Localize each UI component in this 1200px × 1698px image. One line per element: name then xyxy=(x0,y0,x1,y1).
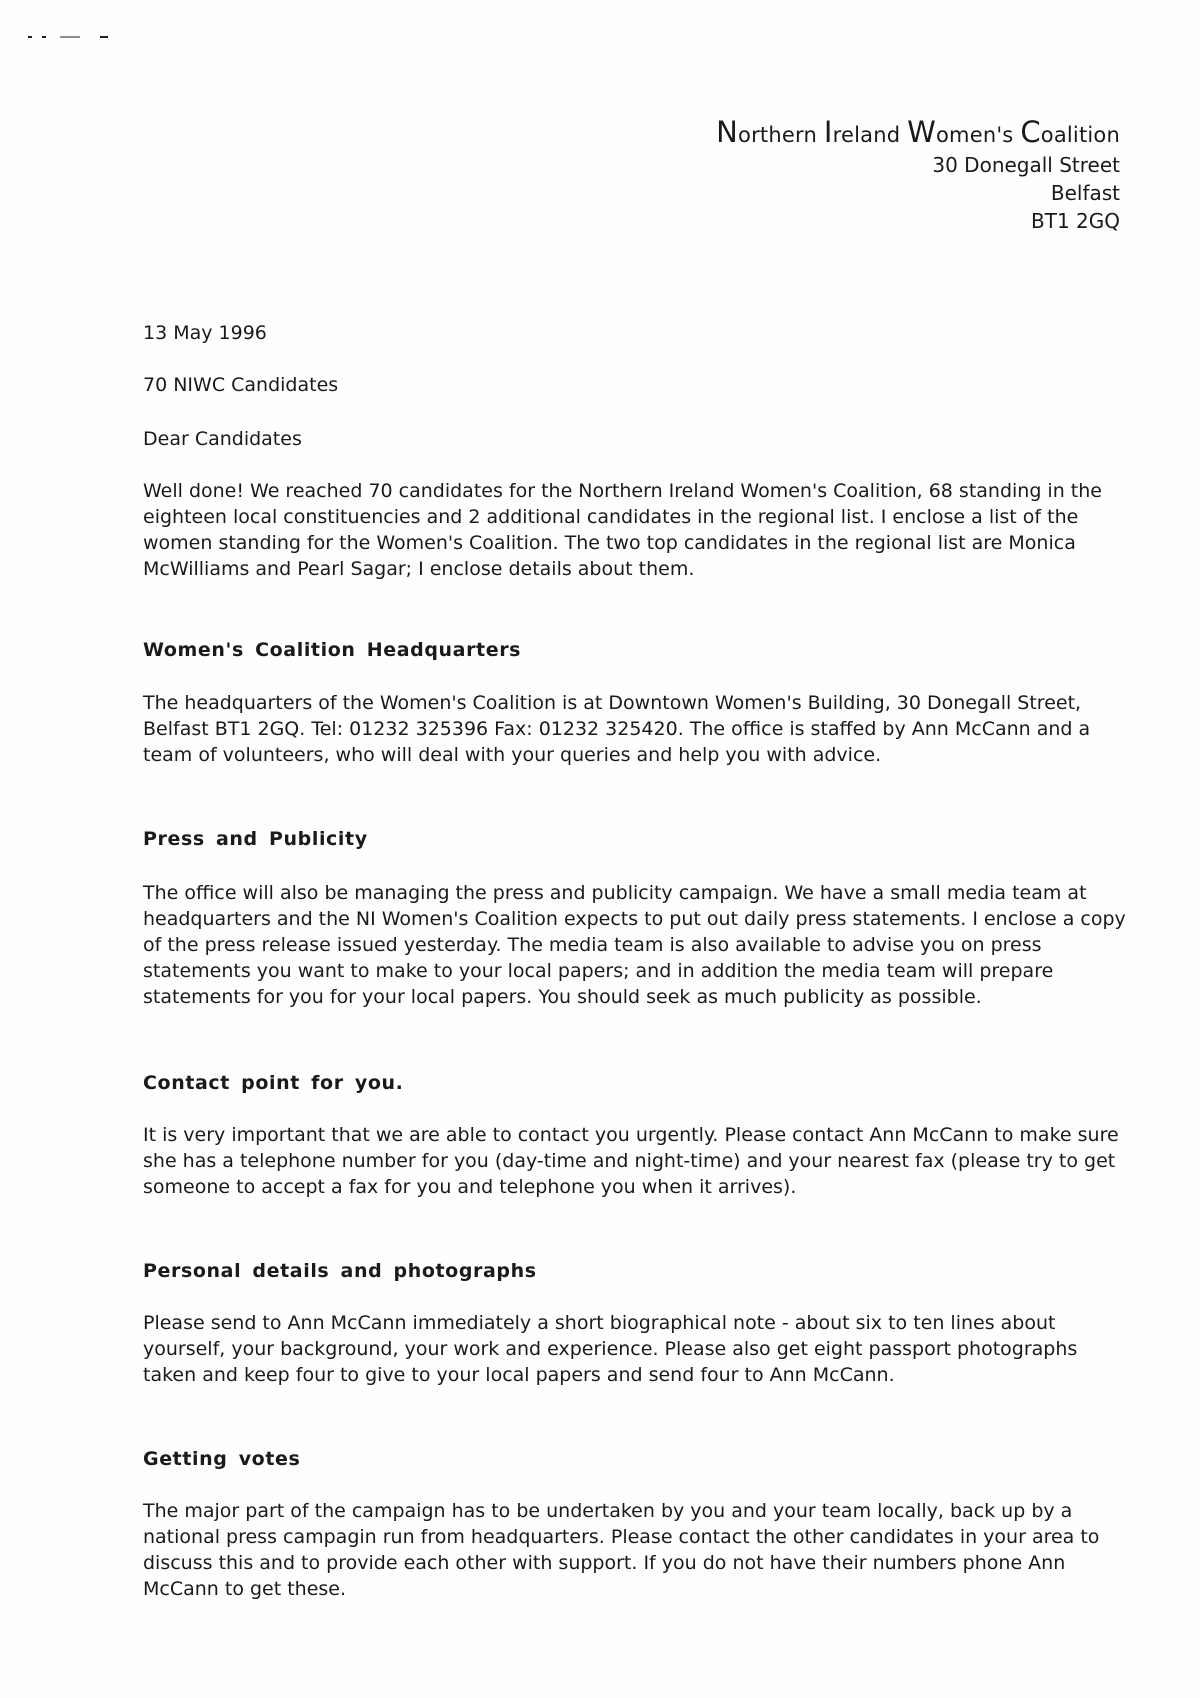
letterhead xyxy=(716,115,1120,235)
section-heading-personal-details: Personal details and photographs xyxy=(143,1260,537,1282)
letter-subject: 70 NIWC Candidates xyxy=(143,374,339,396)
organisation-name xyxy=(716,115,1120,149)
address-city: Belfast xyxy=(1050,181,1120,205)
section-text-getting-votes: The major part of the campaign has to be undertaken by you and your team locally, back up by a national press campagin run from headquarters. Please contact the other candidates in your area to discuss this and to provide each other with support. If you do not have their numbers phone Ann McCann to get these. xyxy=(143,1500,1100,1600)
section-heading-contact: Contact point for you. xyxy=(143,1072,404,1094)
address-street: 30 Donegall Street xyxy=(932,153,1120,177)
letter-salutation: Dear Candidates xyxy=(143,428,302,450)
section-text-personal-details: Please send to Ann McCann immediately a short biographical note - about six to ten lines about yourself, your background, your work and experience. Please also get eight passport photographs taken and keep four to give to your local papers and send four to Ann McCann. xyxy=(143,1312,1078,1386)
org-name-initial: I xyxy=(823,115,833,149)
org-name-word: omen's xyxy=(936,123,1021,147)
section-text-headquarters: The headquarters of the Women's Coalition is at Downtown Women's Building, 30 Donegall Street, Belfast BT1 2GQ. Tel: 01232 325396 Fax: 01232 325420. The office is staffed by Ann McCann and a team of volunteers, who will deal with your queries and help you with advice. xyxy=(143,692,1091,766)
address-postcode: BT1 2GQ xyxy=(1031,209,1120,233)
org-name-word: reland xyxy=(832,123,908,147)
org-name-initial: W xyxy=(907,115,936,149)
section-text-press: The office will also be managing the press and publicity campaign. We have a small media team at headquarters and the NI Women's Coalition expects to put out daily press statements. I enclose a copy of the press release issued yesterday. The media team is also available to advise you on press statements you want to make to your local papers; and in addition the media team will prepare statements for you for your local papers. You should seek as much publicity as possible. xyxy=(143,882,1126,1008)
section-heading-headquarters: Women's Coalition Headquarters xyxy=(143,639,522,661)
org-name-initial: C xyxy=(1020,115,1041,149)
scan-corner-mark xyxy=(28,34,112,40)
org-name-initial: N xyxy=(716,115,739,149)
section-text-contact: It is very important that we are able to contact you urgently. Please contact Ann McCann to make sure she has a telephone number for you (day-time and night-time) and your nearest fax (please try to get someone to accept a fax for you and telephone you when it arrives). xyxy=(143,1124,1119,1198)
letter-date: 13 May 1996 xyxy=(143,322,267,344)
section-heading-getting-votes: Getting votes xyxy=(143,1448,301,1470)
org-name-word: orthern xyxy=(738,123,824,147)
org-name-word: oalition xyxy=(1040,123,1120,147)
section-heading-press: Press and Publicity xyxy=(143,828,368,850)
intro-paragraph: Well done! We reached 70 candidates for the Northern Ireland Women's Coalition, 68 standing in the eighteen local constituencies and 2 additional candidates in the regional list. I enclose a list of the women standing for the Women's Coalition. The two top candidates in the regional list are Monica McWilliams and Pearl Sagar; I enclose details about them. xyxy=(143,480,1102,580)
